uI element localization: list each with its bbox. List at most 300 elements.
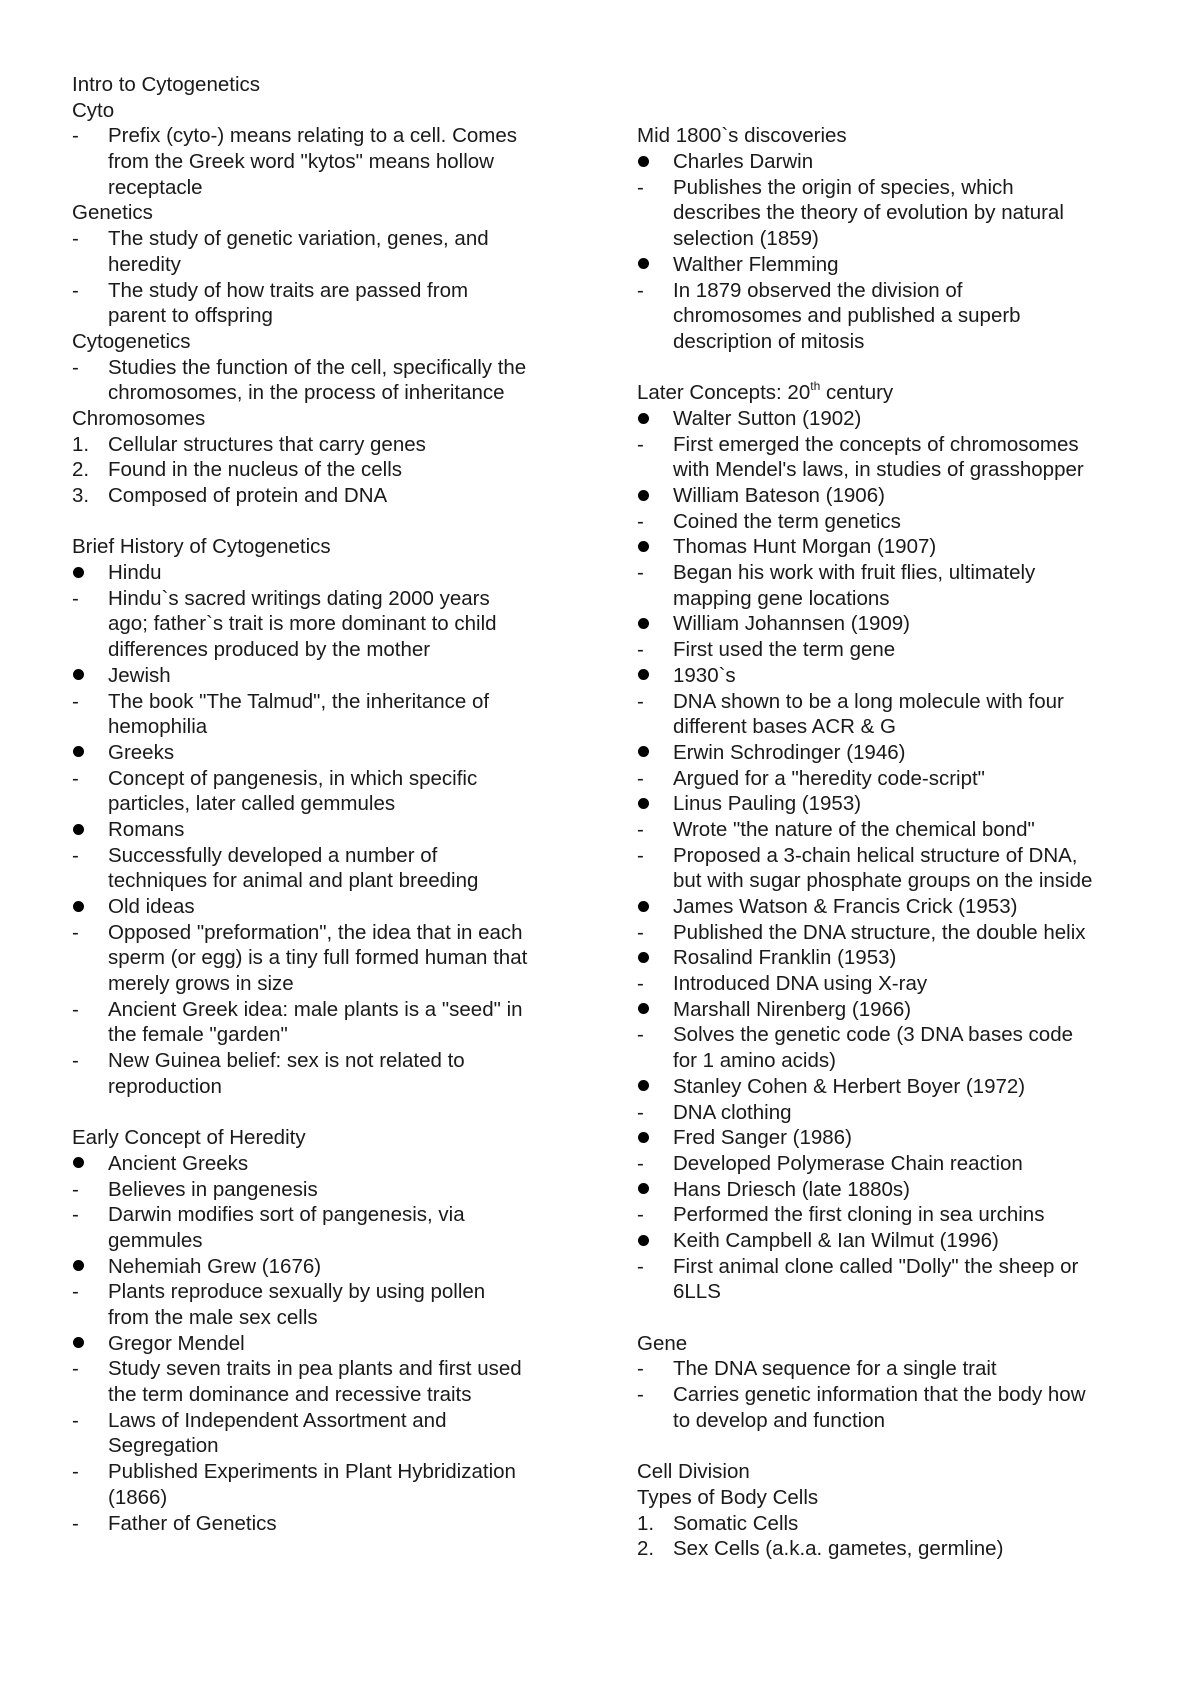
blank-line bbox=[72, 1100, 592, 1126]
dash-marker: - bbox=[637, 278, 644, 302]
dash-item bbox=[637, 1202, 1157, 1228]
line-text bbox=[108, 175, 203, 201]
text: Published Experiments in Plant Hybridization bbox=[108, 1460, 516, 1484]
dash-marker: - bbox=[72, 1280, 79, 1304]
dash-item bbox=[72, 278, 592, 304]
line-text bbox=[673, 303, 1021, 329]
text: DNA clothing bbox=[673, 1100, 792, 1124]
dash-marker: - bbox=[637, 561, 644, 585]
dash-marker: - bbox=[637, 1383, 644, 1407]
text: Opposed "preformation", the idea that in each bbox=[108, 920, 523, 944]
line-text bbox=[108, 355, 526, 381]
text: William Bateson (1906) bbox=[673, 484, 885, 507]
line-text bbox=[637, 1331, 687, 1357]
bullet-icon bbox=[638, 490, 649, 501]
line-text bbox=[108, 278, 468, 304]
bullet-icon bbox=[638, 669, 649, 680]
line-text bbox=[72, 1125, 306, 1151]
dash-marker: - bbox=[72, 227, 79, 251]
line-text bbox=[673, 945, 896, 971]
bullet-item bbox=[637, 406, 1157, 432]
dash-item bbox=[637, 278, 1157, 304]
text: the term dominance and recessive traits bbox=[108, 1383, 472, 1407]
bullet-marker bbox=[72, 1254, 108, 1280]
line-text bbox=[108, 1382, 471, 1408]
continuation-line bbox=[72, 1382, 592, 1408]
bullet-icon bbox=[638, 746, 649, 757]
text: description of mitosis bbox=[673, 329, 865, 353]
bullet-marker bbox=[637, 740, 673, 766]
bullet-item bbox=[637, 611, 1157, 637]
text: mapping gene locations bbox=[673, 586, 890, 610]
continuation-line bbox=[72, 303, 592, 329]
line-text bbox=[673, 175, 1014, 201]
dash-item bbox=[637, 432, 1157, 458]
line-text bbox=[108, 1305, 318, 1331]
dash-marker: - bbox=[72, 843, 79, 867]
line-text bbox=[108, 1022, 288, 1048]
line-text bbox=[108, 1254, 321, 1280]
bullet-item bbox=[637, 945, 1157, 971]
dash-marker: - bbox=[72, 1460, 79, 1484]
line-text bbox=[673, 1511, 798, 1537]
continuation-line bbox=[72, 1022, 592, 1048]
line-text bbox=[673, 1100, 792, 1126]
numbered-item bbox=[637, 1511, 1157, 1537]
dash-item bbox=[637, 920, 1157, 946]
line-text bbox=[673, 920, 1086, 946]
continuation-line bbox=[72, 1305, 592, 1331]
text: sperm (or egg) is a tiny full formed human that bbox=[108, 946, 528, 970]
line-text bbox=[108, 1433, 219, 1459]
line-text bbox=[108, 689, 489, 715]
continuation-line bbox=[72, 791, 592, 817]
text: Mid 1800`s discoveries bbox=[637, 124, 847, 148]
line-text bbox=[673, 1151, 1023, 1177]
text: Segregation bbox=[108, 1434, 219, 1458]
text: but with sugar phosphate groups on the inside bbox=[673, 869, 1093, 893]
dash-marker: - bbox=[72, 1357, 79, 1381]
line-text bbox=[108, 868, 478, 894]
text: gemmules bbox=[108, 1228, 203, 1252]
dash-item bbox=[637, 1254, 1157, 1280]
bullet-item bbox=[637, 1125, 1157, 1151]
dash-item bbox=[637, 689, 1157, 715]
dash-marker: - bbox=[72, 997, 79, 1021]
dash-marker: - bbox=[72, 766, 79, 790]
left-column bbox=[72, 72, 592, 1536]
text: from the male sex cells bbox=[108, 1306, 318, 1329]
dash-item bbox=[72, 1459, 592, 1485]
bullet-icon bbox=[638, 1003, 649, 1014]
bullet-icon bbox=[638, 258, 649, 269]
line-text bbox=[673, 611, 910, 637]
line-text bbox=[72, 72, 260, 98]
section-heading bbox=[637, 1459, 1157, 1485]
bullet-icon bbox=[73, 1260, 84, 1271]
line-text bbox=[108, 1048, 465, 1074]
dash-item bbox=[637, 1022, 1157, 1048]
continuation-line bbox=[637, 1408, 1157, 1434]
dash-item bbox=[72, 1202, 592, 1228]
text: Hindu`s sacred writings dating 2000 years bbox=[108, 586, 490, 610]
dash-item bbox=[72, 843, 592, 869]
continuation-line bbox=[72, 1228, 592, 1254]
line-text bbox=[108, 1459, 516, 1485]
dash-item bbox=[637, 1151, 1157, 1177]
text: Fred Sanger (1986) bbox=[673, 1126, 852, 1150]
continuation-line bbox=[72, 1074, 592, 1100]
section-heading bbox=[72, 406, 592, 432]
text: with Mendel's laws, in studies of grasshopper bbox=[673, 458, 1084, 482]
dash-item bbox=[72, 123, 592, 149]
text: The study of how traits are passed from bbox=[108, 278, 469, 302]
line-text bbox=[108, 714, 207, 740]
continuation-line bbox=[637, 586, 1157, 612]
bullet-item bbox=[637, 791, 1157, 817]
bullet-marker bbox=[637, 483, 673, 509]
continuation-line bbox=[637, 329, 1157, 355]
bullet-item bbox=[637, 740, 1157, 766]
text: Carries genetic information that the body how bbox=[673, 1383, 1086, 1407]
dash-item bbox=[72, 997, 592, 1023]
text: particles, later called gemmules bbox=[108, 792, 396, 816]
dash-marker: - bbox=[637, 1151, 644, 1175]
bullet-icon bbox=[73, 901, 84, 912]
line-text bbox=[108, 1279, 485, 1305]
line-text bbox=[673, 1382, 1086, 1408]
bullet-marker bbox=[637, 534, 673, 560]
line-text bbox=[673, 637, 895, 663]
text: 1930`s bbox=[673, 663, 736, 687]
line-text bbox=[673, 740, 905, 766]
line-text bbox=[673, 714, 896, 740]
text: Published the DNA structure, the double helix bbox=[673, 920, 1086, 944]
text: Successfully developed a number of bbox=[108, 843, 438, 867]
bullet-marker bbox=[72, 560, 108, 586]
line-text bbox=[108, 483, 387, 509]
text: Cyto bbox=[72, 98, 115, 122]
text: Stanley Cohen & Herbert Boyer (1972) bbox=[673, 1074, 1026, 1098]
line-text bbox=[673, 1228, 999, 1254]
bullet-item bbox=[72, 740, 592, 766]
bullet-marker bbox=[637, 791, 673, 817]
dash-item bbox=[72, 1511, 592, 1537]
bullet-icon bbox=[638, 1080, 649, 1091]
text: Hindu bbox=[108, 561, 162, 585]
dash-marker: - bbox=[72, 278, 79, 302]
bullet-marker bbox=[637, 663, 673, 689]
dash-marker: - bbox=[637, 1023, 644, 1047]
bullet-icon bbox=[73, 669, 84, 680]
text: for 1 amino acids) bbox=[673, 1049, 836, 1073]
text: Walther Flemming bbox=[673, 252, 839, 276]
dash-item bbox=[72, 689, 592, 715]
line-text bbox=[673, 509, 901, 535]
continuation-line bbox=[72, 252, 592, 278]
bullet-item bbox=[72, 1331, 592, 1357]
line-text bbox=[108, 560, 162, 586]
line-text bbox=[673, 766, 985, 792]
bullet-icon bbox=[638, 541, 649, 552]
dash-item bbox=[637, 175, 1157, 201]
text: Believes in pangenesis bbox=[108, 1177, 318, 1201]
line-text bbox=[108, 611, 497, 637]
dash-item bbox=[72, 920, 592, 946]
dash-marker: - bbox=[637, 817, 644, 841]
bullet-item bbox=[72, 560, 592, 586]
text: Composed of protein and DNA bbox=[108, 484, 388, 507]
bullet-item bbox=[637, 894, 1157, 920]
bullet-item bbox=[637, 1074, 1157, 1100]
text: Sex Cells (a.k.a. gametes, germline) bbox=[673, 1537, 1004, 1561]
section-heading bbox=[72, 98, 592, 124]
dash-marker: - bbox=[637, 638, 644, 662]
text: reproduction bbox=[108, 1074, 222, 1098]
continuation-line bbox=[72, 868, 592, 894]
line-text bbox=[673, 457, 1084, 483]
text: Found in the nucleus of the cells bbox=[108, 458, 403, 482]
text: Early Concept of Heredity bbox=[72, 1126, 306, 1150]
dash-marker: - bbox=[72, 355, 79, 379]
blank-line bbox=[637, 72, 1157, 98]
text: techniques for animal and plant breeding bbox=[108, 869, 479, 893]
text: Publishes the origin of species, which bbox=[673, 175, 1014, 199]
text: Brief History of Cytogenetics bbox=[72, 535, 331, 559]
line-text bbox=[673, 971, 927, 997]
text: Charles Darwin bbox=[673, 150, 814, 174]
bullet-item bbox=[72, 894, 592, 920]
text: hemophilia bbox=[108, 715, 208, 739]
text: Marshall Nirenberg (1966) bbox=[673, 997, 912, 1021]
text: Hans Driesch (late 1880s) bbox=[673, 1177, 910, 1201]
line-text bbox=[673, 868, 1092, 894]
text: Types of Body Cells bbox=[637, 1485, 819, 1509]
text: In 1879 observed the division of bbox=[673, 278, 963, 302]
line-text bbox=[673, 252, 839, 278]
text: Gregor Mendel bbox=[108, 1331, 245, 1355]
line-text bbox=[108, 1177, 318, 1203]
text: Ancient Greek idea: male plants is a "seed" in bbox=[108, 997, 523, 1021]
line-text bbox=[108, 226, 489, 252]
text: merely grows in size bbox=[108, 972, 294, 996]
dash-marker: - bbox=[72, 124, 79, 148]
line-text bbox=[108, 971, 294, 997]
dash-item bbox=[637, 843, 1157, 869]
dash-item bbox=[637, 560, 1157, 586]
dash-item bbox=[72, 766, 592, 792]
text: heredity bbox=[108, 252, 181, 276]
text: Concept of pangenesis, in which specific bbox=[108, 766, 478, 790]
section-heading bbox=[72, 1125, 592, 1151]
continuation-line bbox=[637, 868, 1157, 894]
text: Cytogenetics bbox=[72, 329, 191, 353]
bullet-marker bbox=[637, 1177, 673, 1203]
dash-marker: - bbox=[72, 586, 79, 610]
text: Later Concepts: 20 bbox=[637, 381, 811, 405]
line-text bbox=[673, 200, 1064, 226]
text: from the Greek word "kytos" means hollow bbox=[108, 150, 494, 174]
line-text bbox=[673, 406, 861, 432]
section-heading bbox=[72, 200, 592, 226]
number-marker: 1. bbox=[637, 1511, 655, 1535]
continuation-line bbox=[637, 1048, 1157, 1074]
text: Linus Pauling (1953) bbox=[673, 792, 862, 816]
numbered-item bbox=[72, 483, 592, 509]
dash-marker: - bbox=[637, 843, 644, 867]
text: Cellular structures that carry genes bbox=[108, 432, 426, 456]
text: Erwin Schrodinger (1946) bbox=[673, 740, 906, 764]
bullet-icon bbox=[73, 567, 84, 578]
dash-marker: - bbox=[72, 1177, 79, 1201]
continuation-line bbox=[72, 971, 592, 997]
dash-marker: - bbox=[637, 1357, 644, 1381]
text: Jewish bbox=[108, 663, 171, 687]
line-text bbox=[108, 303, 273, 329]
text: differences produced by the mother bbox=[108, 638, 431, 662]
line-text bbox=[72, 329, 191, 355]
text: DNA shown to be a long molecule with four bbox=[673, 689, 1064, 713]
bullet-marker bbox=[637, 149, 673, 175]
continuation-line bbox=[637, 200, 1157, 226]
continuation-line bbox=[72, 714, 592, 740]
bullet-icon bbox=[638, 901, 649, 912]
bullet-marker bbox=[72, 1331, 108, 1357]
dash-item bbox=[637, 509, 1157, 535]
text: New Guinea belief: sex is not related to bbox=[108, 1049, 465, 1073]
line-text bbox=[637, 123, 847, 149]
text: 6LLS bbox=[673, 1280, 721, 1304]
text-after: century bbox=[820, 381, 894, 405]
line-text bbox=[673, 1177, 910, 1203]
dash-item bbox=[637, 817, 1157, 843]
text: Father of Genetics bbox=[108, 1511, 277, 1535]
bullet-icon bbox=[638, 1132, 649, 1143]
line-text bbox=[673, 843, 1078, 869]
text: Gene bbox=[637, 1331, 688, 1355]
line-text bbox=[108, 843, 437, 869]
dash-item bbox=[72, 1408, 592, 1434]
bullet-icon bbox=[638, 798, 649, 809]
line-text bbox=[637, 380, 893, 406]
text: Developed Polymerase Chain reaction bbox=[673, 1151, 1023, 1175]
line-text bbox=[108, 1511, 277, 1537]
section-heading bbox=[637, 1331, 1157, 1357]
bullet-marker bbox=[637, 945, 673, 971]
dash-item bbox=[637, 1382, 1157, 1408]
text: Intro to Cytogenetics bbox=[72, 73, 261, 96]
bullet-marker bbox=[637, 894, 673, 920]
dash-marker: - bbox=[637, 1100, 644, 1124]
line-text bbox=[72, 406, 205, 432]
bullet-item bbox=[72, 817, 592, 843]
line-text bbox=[673, 1356, 997, 1382]
line-text bbox=[108, 123, 517, 149]
dash-marker: - bbox=[637, 689, 644, 713]
dash-marker: - bbox=[72, 920, 79, 944]
dash-item bbox=[72, 1048, 592, 1074]
line-text bbox=[108, 457, 402, 483]
text: Studies the function of the cell, specifically the bbox=[108, 355, 527, 379]
section-heading bbox=[637, 1485, 1157, 1511]
dash-marker: - bbox=[637, 920, 644, 944]
bullet-icon bbox=[638, 952, 649, 963]
dash-marker: - bbox=[637, 766, 644, 790]
text: James Watson & Francis Crick (1953) bbox=[673, 895, 1018, 918]
text: Argued for a "heredity code-script" bbox=[673, 766, 985, 790]
line-text bbox=[108, 663, 171, 689]
number-marker: 3. bbox=[72, 484, 90, 507]
text: the female "garden" bbox=[108, 1023, 288, 1047]
text: describes the theory of evolution by natural bbox=[673, 201, 1064, 225]
text: Prefix (cyto-) means relating to a cell. Comes bbox=[108, 124, 517, 148]
dash-item bbox=[637, 1100, 1157, 1126]
bullet-item bbox=[72, 1151, 592, 1177]
line-text bbox=[673, 534, 936, 560]
bullet-icon bbox=[638, 1235, 649, 1246]
line-text bbox=[108, 1202, 465, 1228]
line-text bbox=[673, 560, 1035, 586]
bullet-item bbox=[637, 997, 1157, 1023]
line-text bbox=[673, 663, 736, 689]
number-marker: 1. bbox=[72, 432, 90, 456]
dash-item bbox=[637, 637, 1157, 663]
line-text bbox=[108, 1356, 522, 1382]
numbered-item bbox=[637, 1536, 1157, 1562]
line-text bbox=[72, 200, 153, 226]
line-text bbox=[673, 329, 864, 355]
dash-item bbox=[72, 226, 592, 252]
line-text bbox=[108, 1228, 203, 1254]
line-text bbox=[673, 997, 911, 1023]
text: Nehemiah Grew (1676) bbox=[108, 1254, 322, 1278]
text: Thomas Hunt Morgan (1907) bbox=[673, 535, 937, 559]
blank-line bbox=[637, 1305, 1157, 1331]
text: chromosomes, in the process of inheritance bbox=[108, 381, 505, 405]
bullet-item bbox=[637, 534, 1157, 560]
text: Somatic Cells bbox=[673, 1511, 799, 1535]
bullet-icon bbox=[638, 1183, 649, 1194]
text: Introduced DNA using X-ray bbox=[673, 972, 928, 996]
bullet-icon bbox=[73, 1157, 84, 1168]
line-text bbox=[673, 894, 1017, 920]
dash-item bbox=[72, 1356, 592, 1382]
line-text bbox=[108, 1485, 167, 1511]
line-text bbox=[673, 1022, 1073, 1048]
text: The study of genetic variation, genes, and bbox=[108, 227, 489, 251]
bullet-item bbox=[637, 252, 1157, 278]
text: The book "The Talmud", the inheritance of bbox=[108, 689, 490, 713]
bullet-item bbox=[637, 149, 1157, 175]
bullet-marker bbox=[637, 997, 673, 1023]
dash-marker: - bbox=[72, 689, 79, 713]
line-text bbox=[637, 1485, 818, 1511]
dash-item bbox=[637, 1356, 1157, 1382]
dash-marker: - bbox=[72, 1511, 79, 1535]
blank-line bbox=[637, 1433, 1157, 1459]
line-text bbox=[673, 1074, 1025, 1100]
continuation-line bbox=[637, 1279, 1157, 1305]
continuation-line bbox=[72, 637, 592, 663]
text: Old ideas bbox=[108, 895, 195, 918]
bullet-marker bbox=[637, 406, 673, 432]
line-text bbox=[108, 920, 523, 946]
continuation-line bbox=[637, 714, 1157, 740]
section-heading bbox=[72, 72, 592, 98]
line-text bbox=[108, 817, 184, 843]
line-text bbox=[673, 432, 1079, 458]
text: Greeks bbox=[108, 740, 175, 764]
